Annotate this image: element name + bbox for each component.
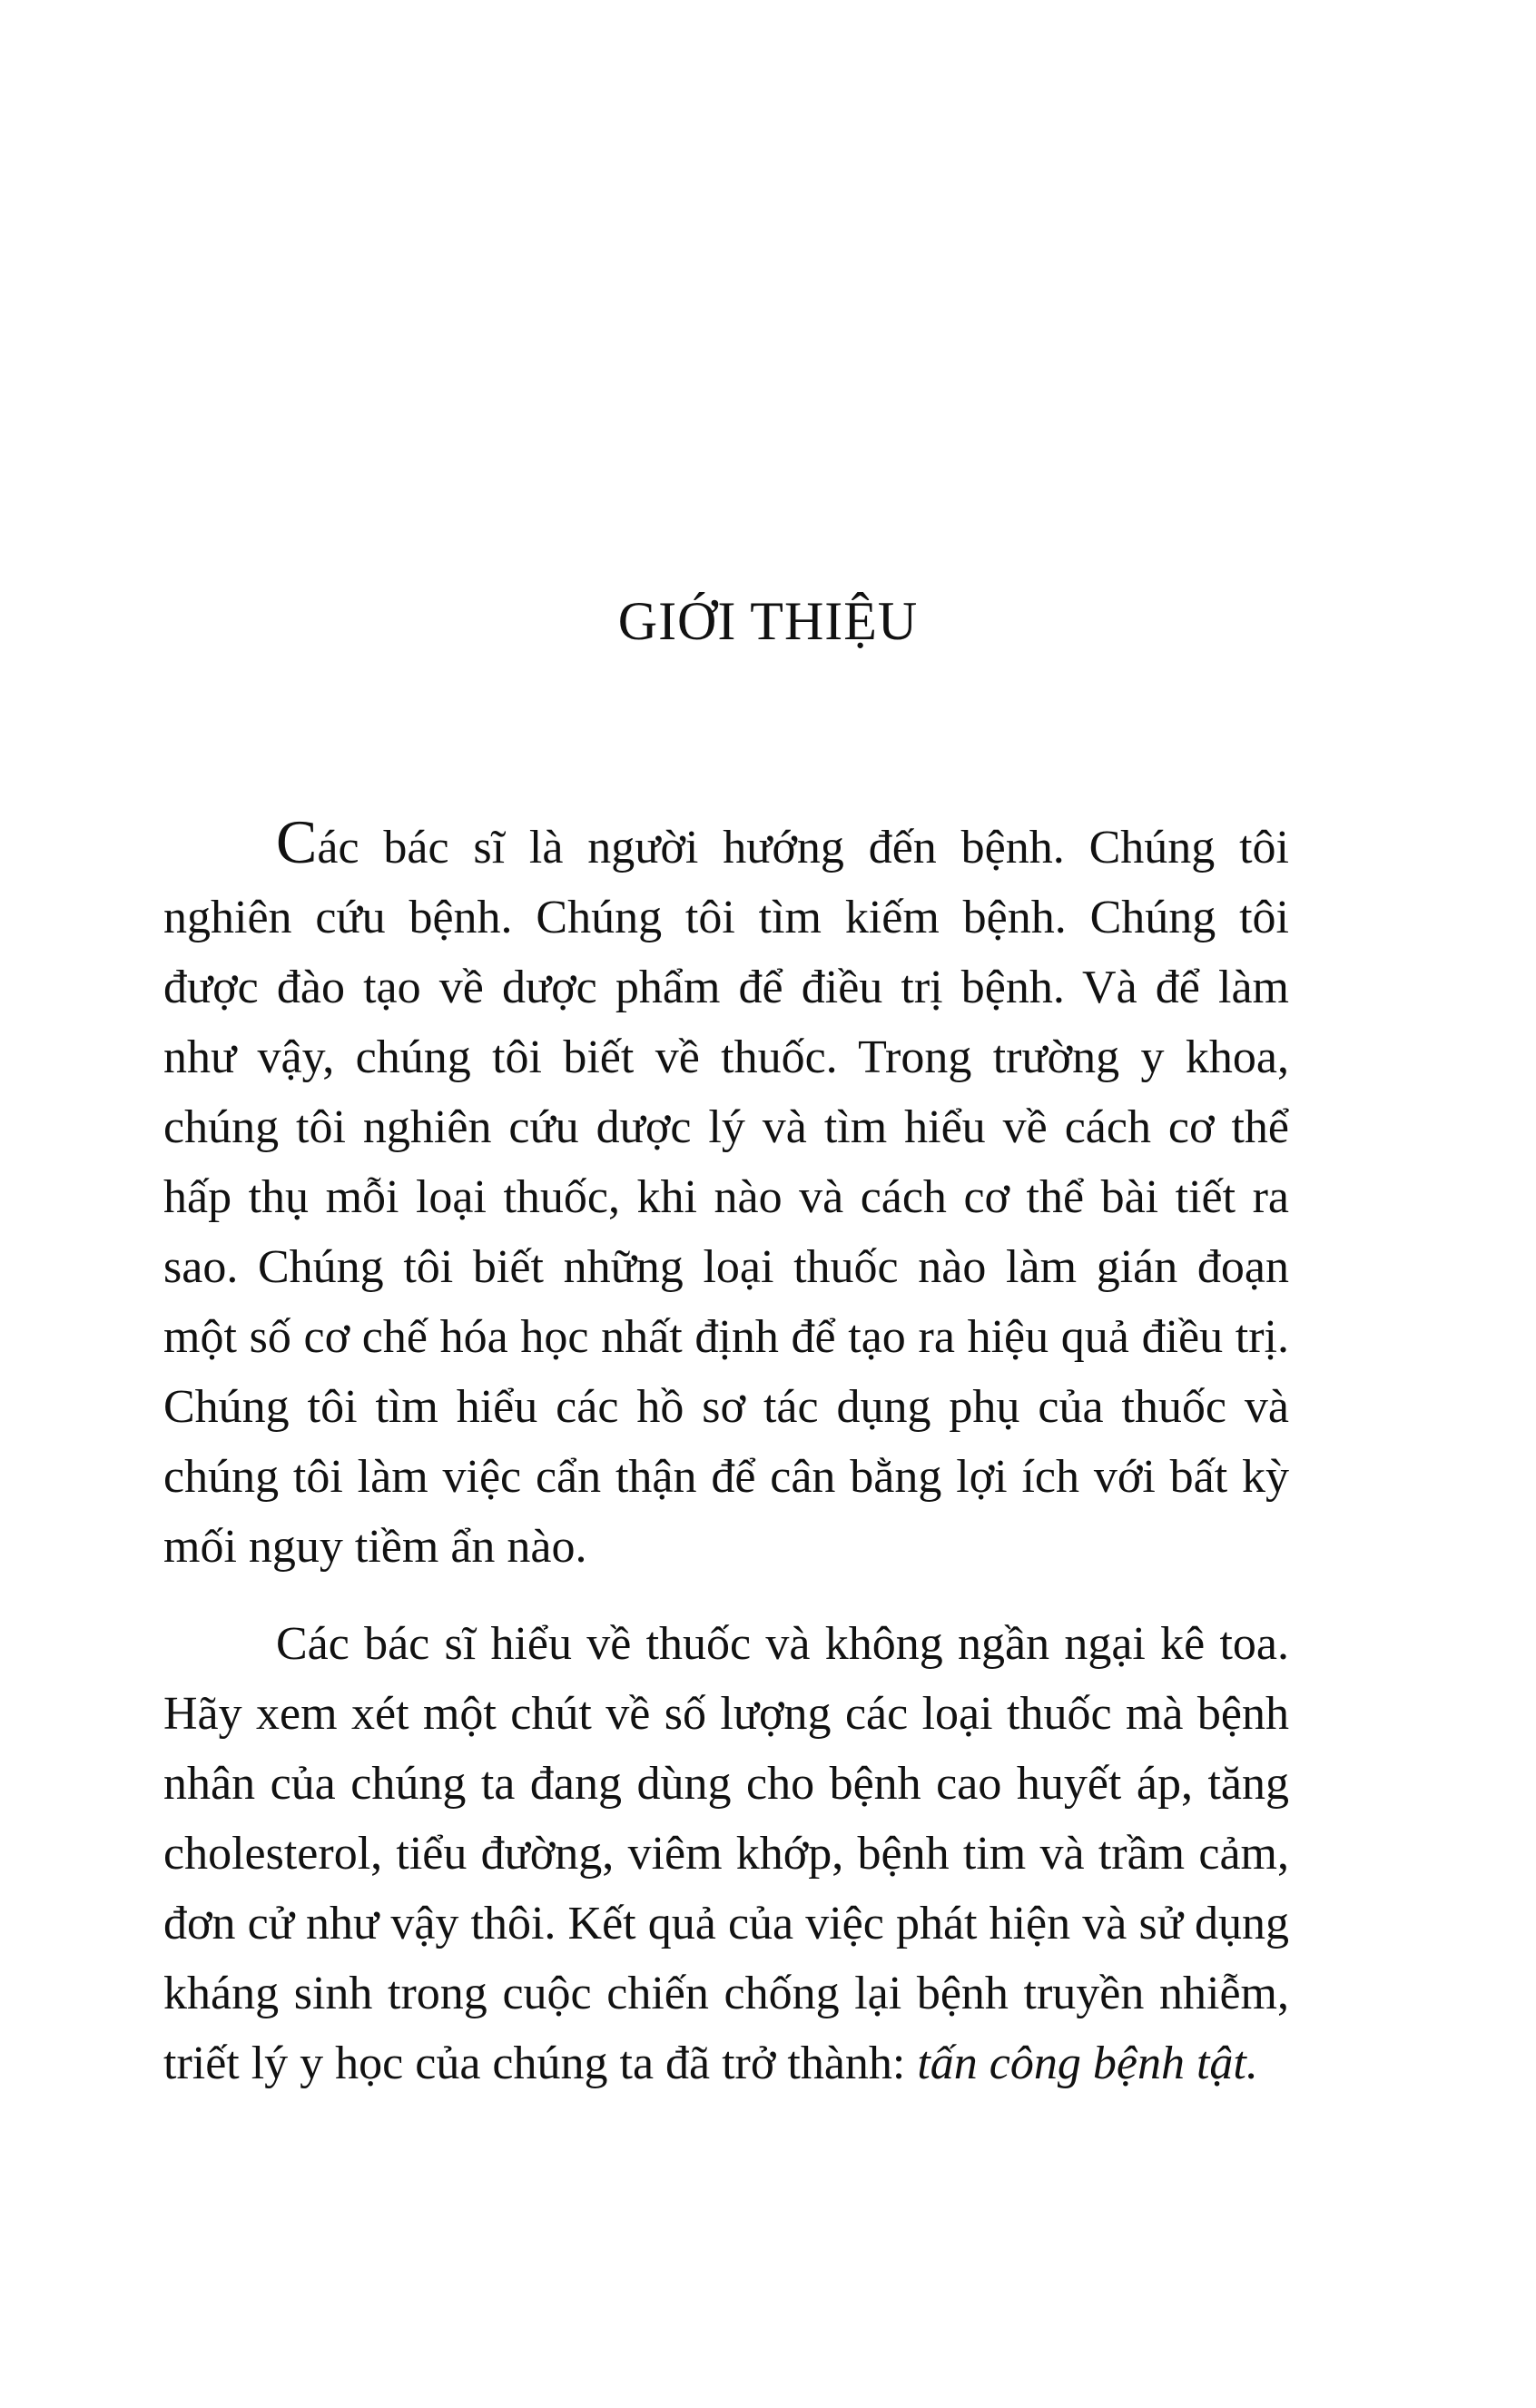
- initial-letter: C: [276, 807, 318, 876]
- chapter-title: GIỚI THIỆU: [617, 591, 919, 651]
- paragraph-2-emphasis: tấn công bệnh tật.: [917, 2038, 1258, 2089]
- body-text: [163, 807, 1289, 2098]
- paragraph-1: [163, 807, 1289, 1582]
- paragraph-2-text: Các bác sĩ hiểu về thuốc và không ngần ngại kê toa. Hãy xem xét một chút về số lượng các loại thuốc mà bệnh nhân của chúng ta đang dùng cho bệnh cao huyết áp, tăng cholesterol, tiểu đường, viêm khớp, bệnh tim và trầm cảm, đơn cử như vậy thôi. Kết quả của việc phát hiện và sử dụng kháng sinh trong cuộc chiến chống lại bệnh truyền nhiễm, triết lý y học của chúng ta đã trở thành:: [163, 1618, 1289, 2089]
- paragraph-1-text: ác bác sĩ là người hướng đến bệnh. Chúng tôi nghiên cứu bệnh. Chúng tôi tìm kiếm bệnh. Chúng tôi được đào tạo về dược phẩm để điều trị bệnh. Và để làm như vậy, chúng tôi biết về thuốc. Trong trường y khoa, chúng tôi nghiên cứu dược lý và tìm hiểu về cách cơ thể hấp thụ mỗi loại thuốc, khi nào và cách cơ thể bài tiết ra sao. Chúng tôi biết những loại thuốc nào làm gián đoạn một số cơ chế hóa học nhất định để tạo ra hiệu quả điều trị. Chúng tôi tìm hiểu các hồ sơ tác dụng phụ của thuốc và chúng tôi làm việc cẩn thận để cân bằng lợi ích với bất kỳ mối nguy tiềm ẩn nào.: [163, 822, 1289, 1573]
- paragraph-2: [163, 1609, 1289, 2098]
